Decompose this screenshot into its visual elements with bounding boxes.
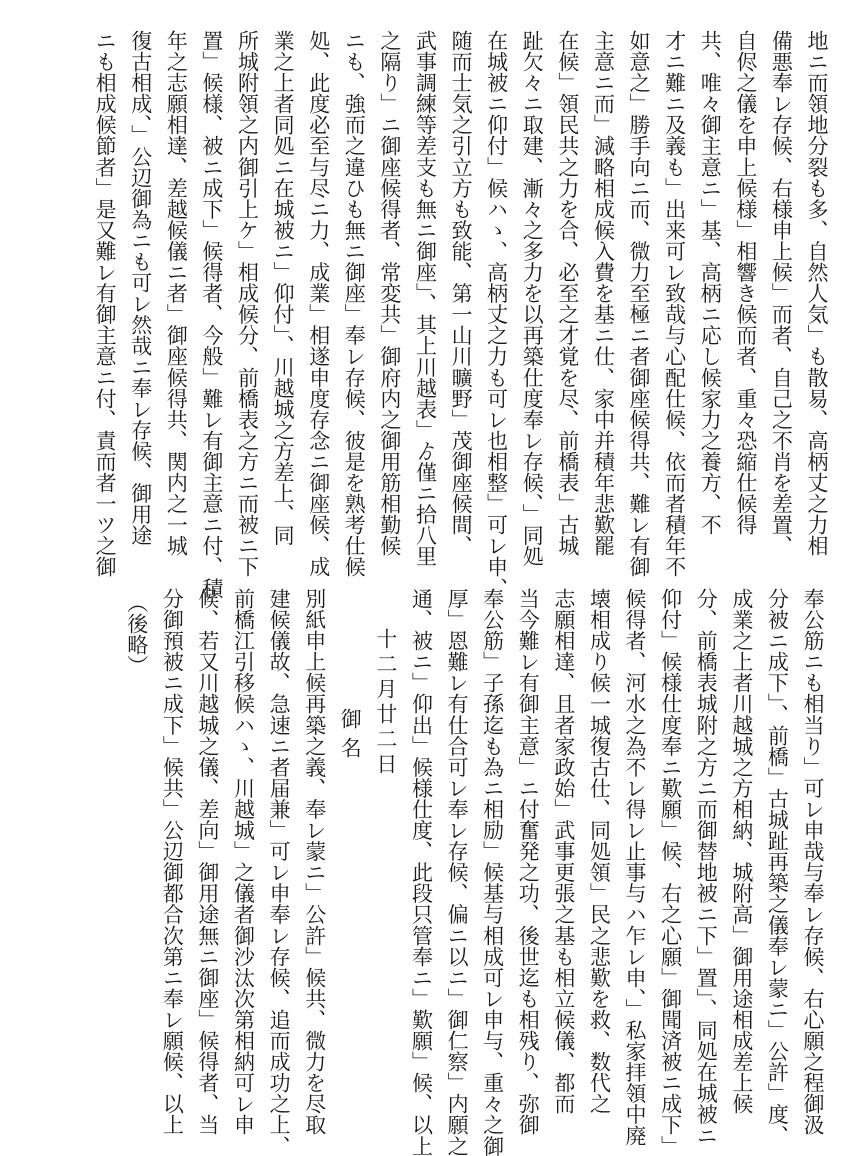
text-line: 厚」恩難レ有仕合可レ奉レ存候、偏ニ以ニ」御仁察」内願之 [445,588,470,1156]
text-line: 奉公筋」子孫迄も為ニ相励」候基与相成可レ申与、重々之御 [480,588,505,1156]
text-line: 当今難レ有御主意」ニ付奮発之功、後世迄も相残り、弥御 [516,588,541,1136]
text-line: 分、前橋表城附之方ニ而御替地被ニ下」置」、同処在城被ニ [694,588,719,1146]
text-line: 地ニ而領地分裂も多、自然人気」も散易、高柄丈之力相 [805,30,829,557]
text-line: 随而士気之引立方も致能、第一山川曠野」茂御座候間、 [449,30,474,557]
text-line: 分被ニ成下」、前橋」古城趾再築之儀奉レ蒙ニ」公許」度、 [765,588,790,1146]
text-line: 候、若又川越城之儀、差向」御用途無ニ御座」候得者、当 [195,588,220,1136]
text-line: 壊相成り候一城復古仕、同処領」民之悲歎を救、数代之 [587,588,612,1115]
text-line: 主意ニ而」減略相成候入費を基ニ仕、家中并積年悲歎罷 [591,30,616,557]
text-line: ニも相成候節者」是又難レ有御主意ニ付、責而者一ツ之御 [93,30,118,578]
text-line: 才ニ難ニ及義も」出来可レ致哉与心配仕候、依而者積年不 [662,30,687,578]
text-line: 武事調練等差支も無ニ御座」、其上川越表」ゟ僅ニ拾八里 [413,30,438,567]
upper-text-block [87,30,834,599]
text-line: 候得者、河水之為不レ得レ止事与ハ乍レ申、」私家拝領中廃 [623,588,648,1146]
text-line: 趾欠々ニ取建、漸々之多力を以再築仕度奉レ存候、」同処 [520,30,545,567]
signature-line: 御名 [338,708,363,766]
text-line: 在候」領民共之力を合、必至之才覚を尽、前橋表」古城 [555,30,580,557]
omission-note: （後略） [124,592,149,677]
text-line: 成業之上者川越城之方相納、城附高」御用途相成差上候 [729,588,754,1115]
text-line: 在城被ニ仰付」候ハゝ、高柄丈之力も可レ也相整」可レ申、 [484,30,509,599]
text-line: 業之上者同処ニ在城被ニ」仰付」、川越城之方差上、同 [271,30,296,546]
text-line: 年之志願相達、差越候儀ニ者」御座候得共、関内之一城 [164,30,189,557]
text-line: 別紙申上候再築之義、奉レ蒙ニ」公許」候共、微力を尽取 [302,588,327,1136]
text-line: 之隔り」ニ御座候得者、常変共」御府内之御用筋相勤候 [377,30,402,557]
date-line: 十二月廿二日 [373,628,398,778]
text-line: 処、此度必至与尽ニ力、成業」相遂申度存念ニ御座候、成 [306,30,331,578]
text-line: ニも、強而之違ひも無ニ御座」奉レ存候、彼是を熟考仕候 [342,30,367,578]
text-line: 通、被ニ」仰出」候様仕度、此段只管奉ニ」歎願」候、以上 [409,588,434,1156]
text-line: 復古相成、」公辺御為ニも可レ然哉ニ奉レ存候、御用途 [128,30,153,546]
text-line: 所城附領之内御引上ケ」相成候分、前橋表之方ニ而被ニ下 [235,30,260,578]
lower-text-block [118,588,830,1156]
text-line: 如意之」勝手向ニ而、微力至極ニ者御座候得共、難レ有御 [627,30,652,578]
text-line: 志願相達、且者家政始」武事更張之基も相立候儀、都而 [551,588,576,1115]
text-line: 分御預被ニ成下」候共」公辺御都合次第ニ奉レ願候、以上 [160,588,185,1136]
text-line: 共、唯々御主意ニ」基、高柄ニ応し候家力之養方、不 [698,30,723,536]
text-line: 仰付」候様仕度奉ニ歎願」候、右之心願」御聞済被ニ成下」 [658,588,683,1156]
text-line: 置」候様、被ニ成下」候得者、今般」難レ有御主意ニ付、積 [199,30,224,599]
text-line: 建候儀故、急速ニ者届兼」可レ申奉レ存候、追而成功之上、 [267,588,292,1156]
text-line: 自侭之儀を申上候様」相響き候而者、重々恐縮仕候得 [733,30,758,536]
text-line: 奉公筋ニも相当り」可レ申哉与奉レ存候、右心願之程御汲 [801,588,825,1136]
text-line: 備悪奉レ存候、右様申上候」而者、自己之不肖を差置、 [769,30,794,557]
text-line: 前橋江引移候ハゝ、川越城」之儀者御沙汰次第相納可レ申 [231,588,256,1136]
